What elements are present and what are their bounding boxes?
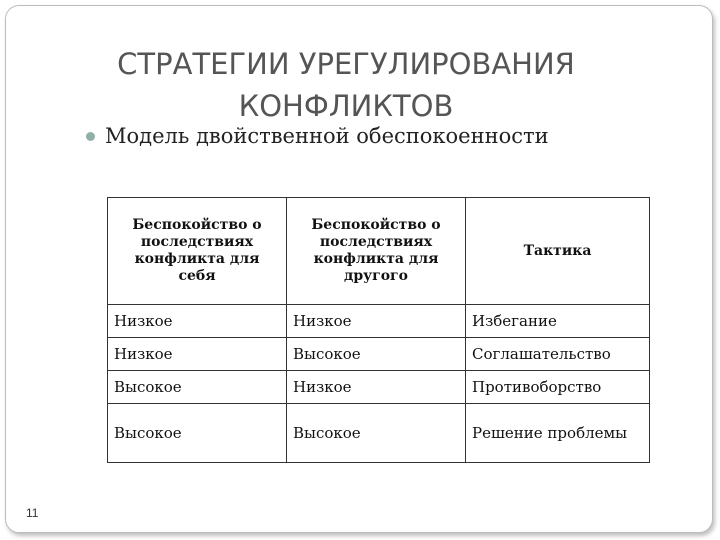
- table-cell: Низкое: [287, 371, 466, 404]
- table-cell: Высокое: [287, 338, 466, 371]
- bullet-dot-icon: [86, 132, 95, 141]
- table-cell: Высокое: [108, 404, 287, 463]
- table-row: [108, 371, 650, 404]
- table-cell: Решение проблемы: [466, 404, 650, 463]
- bullet-item: [86, 124, 549, 148]
- slide-title: [96, 43, 596, 127]
- table-row: [108, 338, 650, 371]
- table-cell: Высокое: [108, 371, 287, 404]
- header-cell-tactic: Тактика: [466, 198, 650, 305]
- header-cell-other-concern: Беспокойство о последствиях конфликта для другого: [287, 198, 466, 305]
- table-cell: Избегание: [466, 305, 650, 338]
- header-cell-self-concern: Беспокойство о последствиях конфликта для себя: [108, 198, 287, 305]
- table-cell: Низкое: [287, 305, 466, 338]
- table-cell: Высокое: [287, 404, 466, 463]
- slide: [5, 5, 713, 533]
- page-number: 11: [26, 506, 39, 520]
- strategy-table: [107, 197, 650, 463]
- table-cell: Низкое: [108, 305, 287, 338]
- table-row: [108, 305, 650, 338]
- bullet-text: Модель двойственной обеспокоенности: [105, 124, 549, 148]
- table-header-row: [108, 198, 650, 305]
- table-cell: Противоборство: [466, 371, 650, 404]
- table-cell: Низкое: [108, 338, 287, 371]
- slide-title-line-1: СТРАТЕГИИ УРЕГУЛИРОВАНИЯ: [117, 47, 575, 82]
- slide-title-line-2: КОНФЛИКТОВ: [238, 89, 454, 124]
- table-cell: Соглашательство: [466, 338, 650, 371]
- table-row: [108, 404, 650, 463]
